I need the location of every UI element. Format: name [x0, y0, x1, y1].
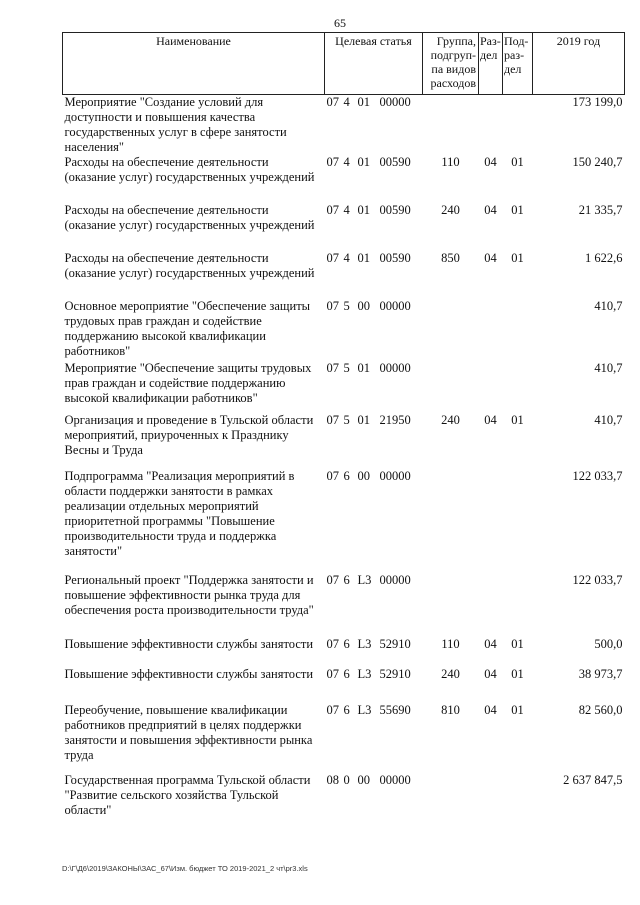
target-code-part: 5 — [343, 361, 350, 375]
row-group: 110 — [441, 637, 460, 651]
row-target-code — [325, 469, 423, 573]
target-code-part: 01 — [357, 203, 370, 217]
row-subsection: 01 — [511, 637, 524, 651]
target-code-part: 00 — [357, 469, 370, 483]
row-value: 82 560,0 — [578, 703, 623, 717]
row-group — [423, 361, 479, 413]
target-code-part: 5 — [343, 413, 350, 427]
row-value: 21 335,7 — [578, 203, 623, 217]
row-value: 173 199,0 — [572, 95, 623, 109]
row-subsection — [503, 95, 533, 156]
row-group: 240 — [441, 667, 460, 681]
target-code-part: 55690 — [379, 703, 411, 717]
row-group: 110 — [441, 155, 460, 169]
target-code-part: 6 — [343, 469, 350, 483]
target-code-part: 07 — [326, 299, 339, 313]
row-section: 04 — [484, 203, 497, 217]
row-group — [423, 773, 479, 827]
row-name: Основное мероприятие "Обеспечение защиты трудовых прав граждан и содействие поддержанию высокой квалификации работников" — [64, 299, 311, 358]
table-row — [63, 251, 625, 299]
file-path-footer: D:\Г\Д6\2019\ЗАКОНЫ\ЗАС_67\Изм. бюджет ТО 2019-2021_2 чт\pr3.xls — [62, 864, 308, 873]
row-target-code — [325, 413, 423, 469]
row-group — [423, 95, 479, 156]
row-target-code — [325, 637, 423, 667]
target-code-part: 5 — [343, 299, 350, 313]
target-code-part: 07 — [326, 637, 339, 651]
row-value: 2 637 847,5 — [563, 773, 623, 787]
target-code-part: 07 — [326, 573, 339, 587]
target-code-part: 01 — [357, 361, 370, 375]
budget-table — [62, 32, 625, 827]
row-name: Повышение эффективности службы занятости — [64, 667, 314, 681]
row-name: Мероприятие "Создание условий для доступности и повышения качества государственных услуг в сфере занятости населения" — [64, 95, 287, 154]
row-section — [479, 95, 503, 156]
target-code-part: 00 — [357, 773, 370, 787]
target-code-part: L3 — [357, 573, 372, 587]
row-value: 122 033,7 — [572, 573, 623, 587]
target-code-part: 6 — [343, 637, 350, 651]
row-value: 150 240,7 — [572, 155, 623, 169]
table-header-row — [63, 33, 625, 95]
row-subsection: 01 — [511, 203, 524, 217]
row-subsection — [503, 361, 533, 413]
target-code-part: 07 — [326, 95, 339, 109]
table-row — [63, 637, 625, 667]
header-target: Целевая статья — [325, 33, 423, 95]
row-section: 04 — [484, 155, 497, 169]
header-section: Раз-дел — [479, 33, 503, 95]
target-code-part: 4 — [343, 95, 350, 109]
row-subsection: 01 — [511, 251, 524, 265]
row-name: Расходы на обеспечение деятельности (оказание услуг) государственных учреждений — [64, 155, 315, 184]
target-code-part: L3 — [357, 667, 372, 681]
row-target-code — [325, 573, 423, 637]
row-value: 500,0 — [594, 637, 623, 651]
row-subsection — [503, 299, 533, 361]
row-target-code — [325, 703, 423, 773]
row-subsection: 01 — [511, 703, 524, 717]
header-name: Наименование — [63, 33, 325, 95]
row-value: 122 033,7 — [572, 469, 623, 483]
row-group: 810 — [441, 703, 460, 717]
header-subsection: Под-раз-дел — [503, 33, 533, 95]
target-code-part: 07 — [326, 361, 339, 375]
row-subsection: 01 — [511, 155, 524, 169]
row-section — [479, 361, 503, 413]
row-value: 410,7 — [594, 361, 623, 375]
target-code-part: 07 — [326, 667, 339, 681]
row-value: 410,7 — [594, 299, 623, 313]
row-name: Переобучение, повышение квалификации работников предприятий в целях поддержки занятости и повышения эффективности рынка труда — [64, 703, 313, 762]
table-row — [63, 773, 625, 827]
row-subsection — [503, 773, 533, 827]
target-code-part: 0 — [343, 773, 350, 787]
row-group — [423, 573, 479, 637]
row-group: 850 — [441, 251, 460, 265]
target-code-part: 6 — [343, 573, 350, 587]
table-row — [63, 299, 625, 361]
row-value: 38 973,7 — [578, 667, 623, 681]
table-row — [63, 573, 625, 637]
row-name: Подпрограмма "Реализация мероприятий в области поддержки занятости в рамках реализации отдельных мероприятий приоритетной программы "Повышение производительности труда и поддержка занятости" — [64, 469, 295, 558]
target-code-part: 00000 — [379, 469, 411, 483]
row-target-code — [325, 361, 423, 413]
row-target-code — [325, 251, 423, 299]
row-name: Государственная программа Тульской области "Развитие сельского хозяйства Тульской области" — [64, 773, 311, 817]
row-section — [479, 469, 503, 573]
target-code-part: 6 — [343, 703, 350, 717]
target-code-part: 08 — [326, 773, 339, 787]
target-code-part: 4 — [343, 203, 350, 217]
target-code-part: 00590 — [379, 251, 411, 265]
table-row — [63, 203, 625, 251]
target-code-part: 01 — [357, 251, 370, 265]
target-code-part: 07 — [326, 155, 339, 169]
row-group — [423, 299, 479, 361]
row-section — [479, 773, 503, 827]
row-name: Расходы на обеспечение деятельности (оказание услуг) государственных учреждений — [64, 203, 315, 232]
row-target-code — [325, 203, 423, 251]
row-section: 04 — [484, 251, 497, 265]
target-code-part: 01 — [357, 413, 370, 427]
target-code-part: 00000 — [379, 361, 411, 375]
row-target-code — [325, 299, 423, 361]
target-code-part: 00000 — [379, 773, 411, 787]
target-code-part: L3 — [357, 637, 372, 651]
target-code-part: 4 — [343, 155, 350, 169]
row-name: Мероприятие "Обеспечение защиты трудовых прав граждан и содействие поддержанию высокой квалификации работников" — [64, 361, 312, 405]
row-subsection: 01 — [511, 667, 524, 681]
target-code-part: 07 — [326, 703, 339, 717]
target-code-part: L3 — [357, 703, 372, 717]
row-target-code — [325, 95, 423, 156]
row-group: 240 — [441, 203, 460, 217]
target-code-part: 00590 — [379, 203, 411, 217]
table-row — [63, 413, 625, 469]
row-section: 04 — [484, 413, 497, 427]
row-value: 410,7 — [594, 413, 623, 427]
header-year: 2019 год — [533, 33, 625, 95]
row-target-code — [325, 155, 423, 203]
target-code-part: 07 — [326, 203, 339, 217]
target-code-part: 00000 — [379, 299, 411, 313]
target-code-part: 07 — [326, 251, 339, 265]
target-code-part: 01 — [357, 95, 370, 109]
row-subsection: 01 — [511, 413, 524, 427]
table-row — [63, 667, 625, 703]
target-code-part: 07 — [326, 469, 339, 483]
row-section — [479, 573, 503, 637]
target-code-part: 6 — [343, 667, 350, 681]
row-section — [479, 299, 503, 361]
target-code-part: 01 — [357, 155, 370, 169]
table-row — [63, 469, 625, 573]
row-section: 04 — [484, 667, 497, 681]
target-code-part: 52910 — [379, 637, 411, 651]
header-group: Группа, подгруп-па видов расходов — [423, 33, 479, 95]
target-code-part: 4 — [343, 251, 350, 265]
row-name: Повышение эффективности службы занятости — [64, 637, 314, 651]
row-target-code — [325, 773, 423, 827]
row-name: Организация и проведение в Тульской области мероприятий, приуроченных к Празднику Весны и Труда — [64, 413, 314, 457]
row-section: 04 — [484, 637, 497, 651]
row-name: Региональный проект "Поддержка занятости и повышение эффективности рынка труда для обеспечения роста производительности труда" — [64, 573, 314, 617]
target-code-part: 52910 — [379, 667, 411, 681]
page-number: 65 — [334, 16, 346, 30]
table-row — [63, 95, 625, 156]
target-code-part: 21950 — [379, 413, 411, 427]
table-row — [63, 361, 625, 413]
row-subsection — [503, 469, 533, 573]
table-row — [63, 703, 625, 773]
target-code-part: 07 — [326, 413, 339, 427]
target-code-part: 00000 — [379, 95, 411, 109]
target-code-part: 00000 — [379, 573, 411, 587]
row-name: Расходы на обеспечение деятельности (оказание услуг) государственных учреждений — [64, 251, 315, 280]
row-target-code — [325, 667, 423, 703]
target-code-part: 00 — [357, 299, 370, 313]
row-subsection — [503, 573, 533, 637]
row-section: 04 — [484, 703, 497, 717]
table-row — [63, 155, 625, 203]
target-code-part: 00590 — [379, 155, 411, 169]
row-value: 1 622,6 — [585, 251, 623, 265]
row-group — [423, 469, 479, 573]
row-group: 240 — [441, 413, 460, 427]
